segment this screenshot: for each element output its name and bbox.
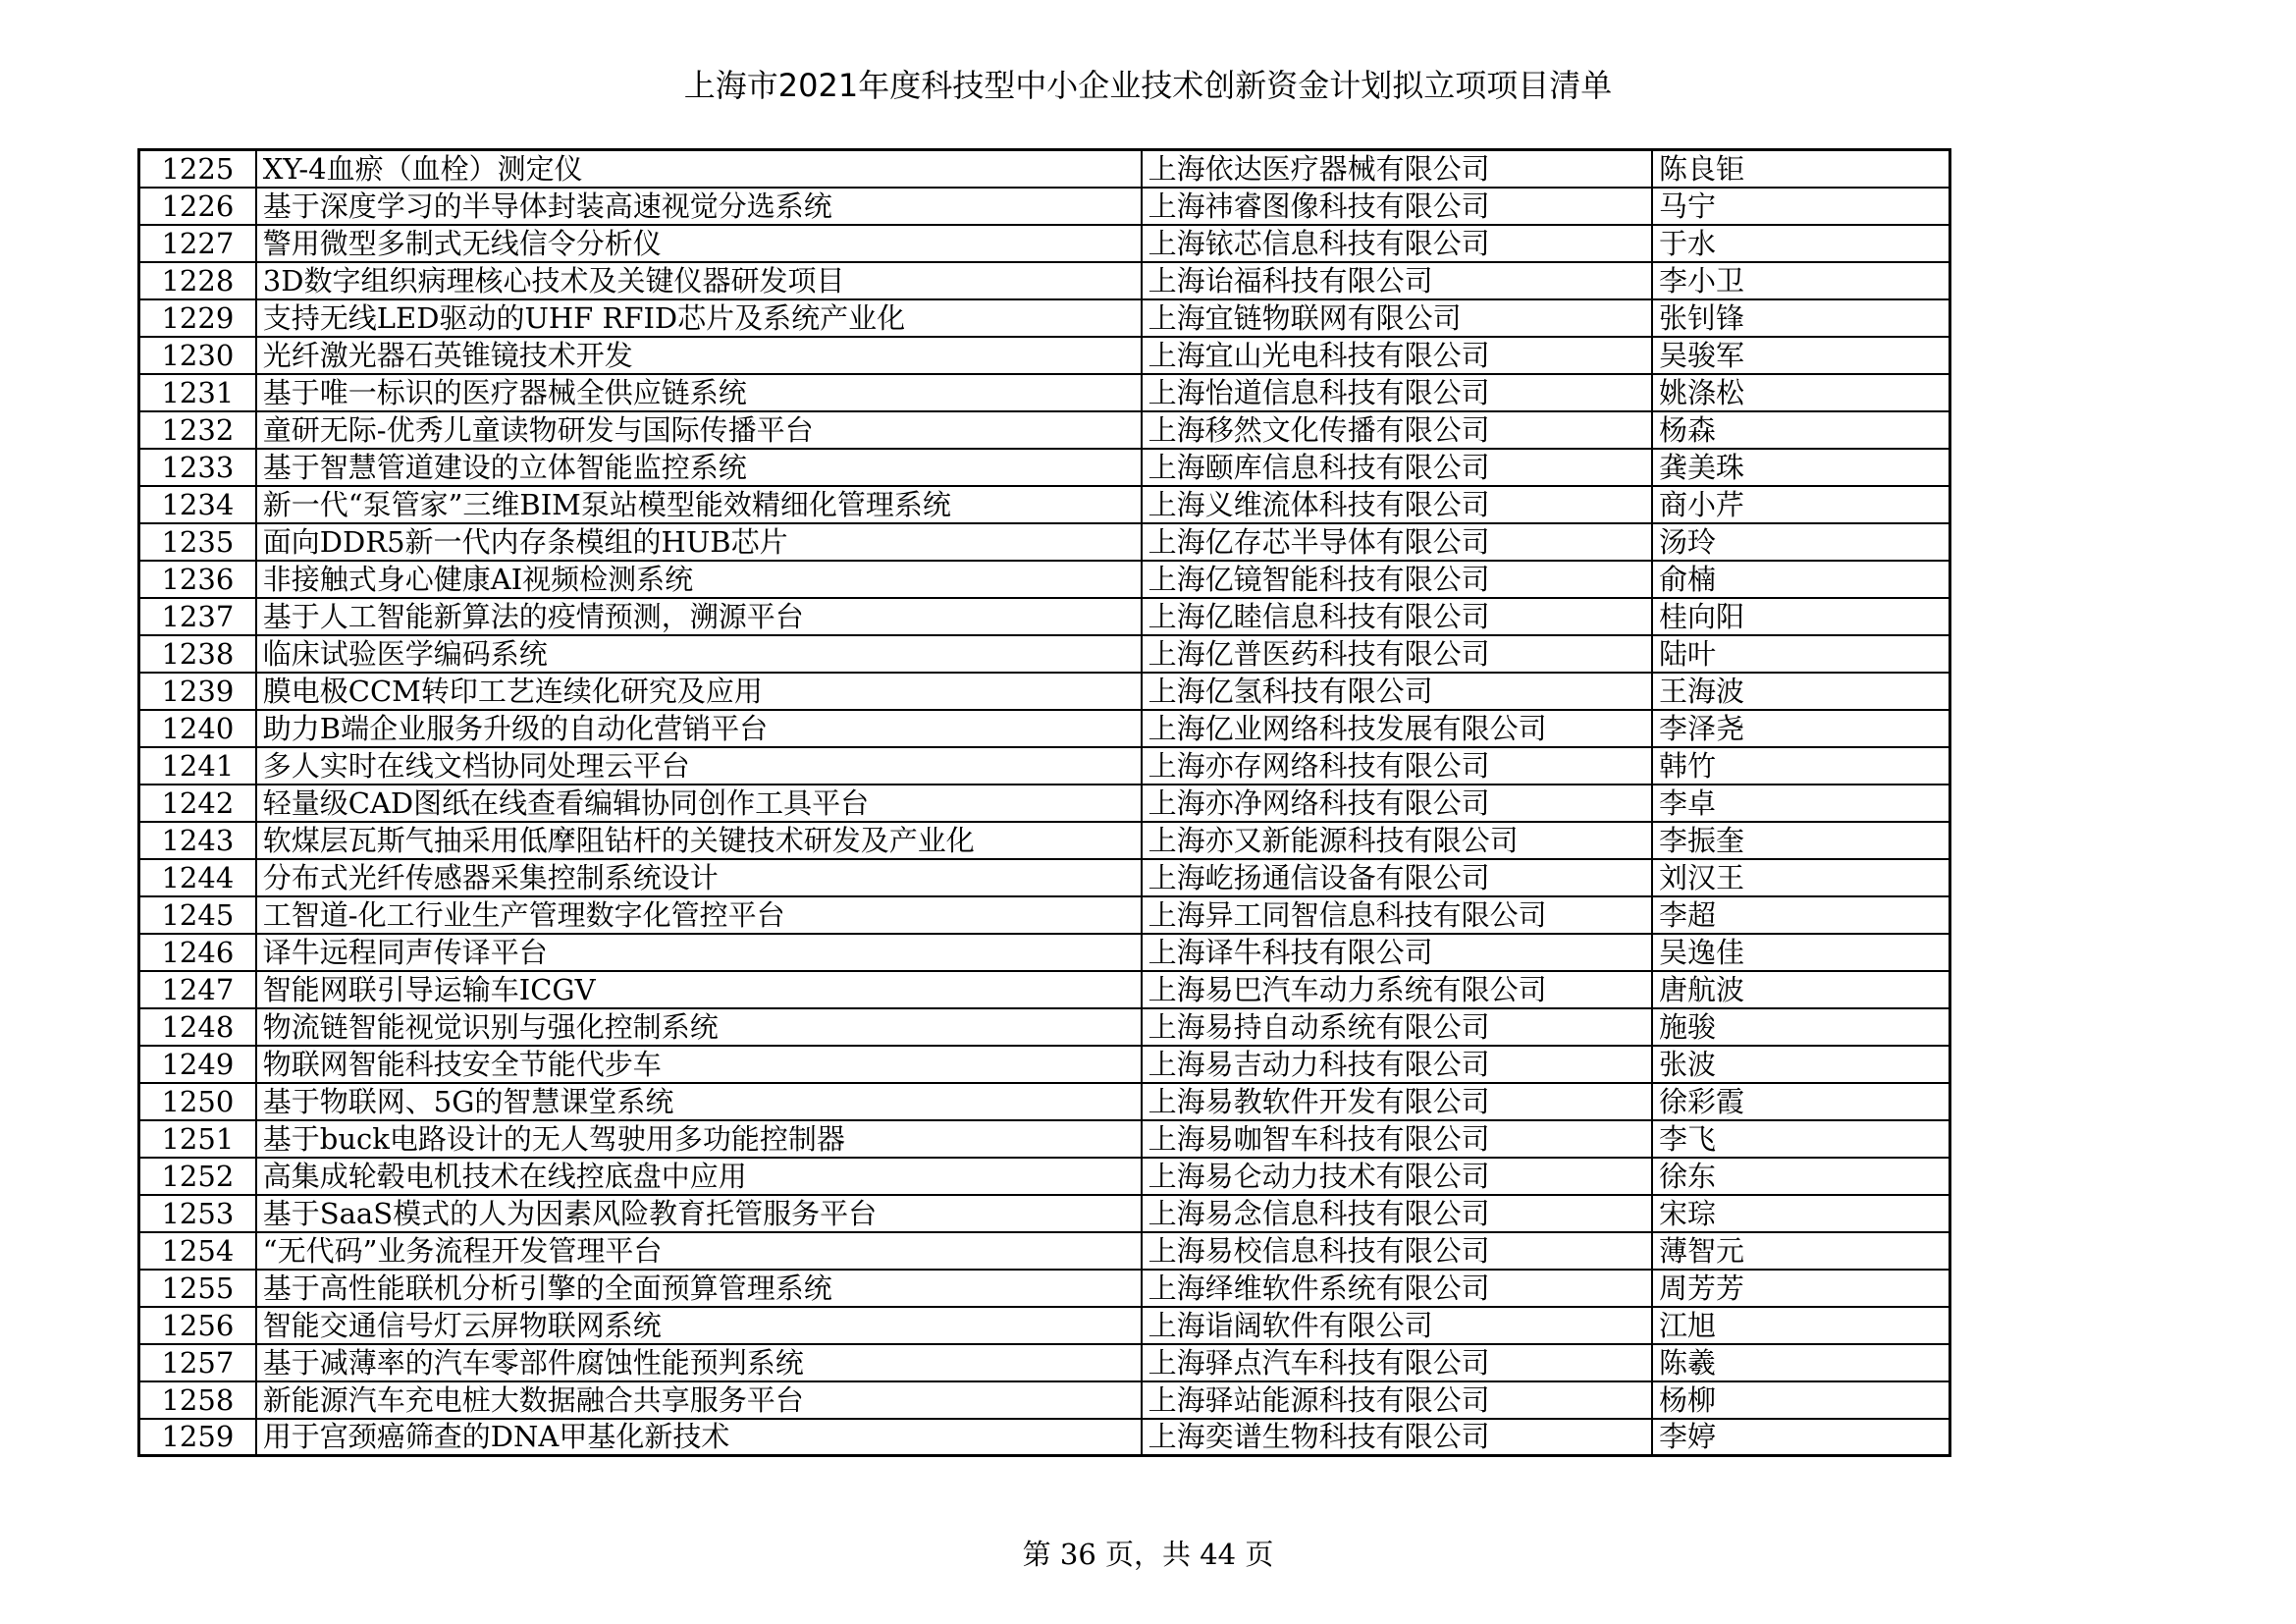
row-number: 1245: [139, 896, 256, 934]
project-leader: 商小芹: [1652, 486, 1950, 523]
table-row: [139, 1083, 1950, 1120]
project-name: XY-4血瘀（血栓）测定仪: [256, 150, 1142, 188]
table-row: [139, 1344, 1950, 1381]
project-leader: 李婷: [1652, 1419, 1950, 1456]
company-name: 上海依达医疗器械有限公司: [1142, 150, 1652, 188]
table-row: [139, 1046, 1950, 1083]
company-name: 上海奕谱生物科技有限公司: [1142, 1419, 1652, 1456]
row-number: 1247: [139, 971, 256, 1008]
project-leader: 薄智元: [1652, 1232, 1950, 1270]
company-name: 上海移然文化传播有限公司: [1142, 411, 1652, 449]
project-name: 软煤层瓦斯气抽采用低摩阻钻杆的关键技术研发及产业化: [256, 822, 1142, 859]
table-row: [139, 598, 1950, 635]
project-leader: 桂向阳: [1652, 598, 1950, 635]
table-row: [139, 150, 1950, 188]
project-leader: 王海波: [1652, 673, 1950, 710]
row-number: 1251: [139, 1120, 256, 1158]
project-name: 基于减薄率的汽车零部件腐蚀性能预判系统: [256, 1344, 1142, 1381]
row-number: 1254: [139, 1232, 256, 1270]
row-number: 1258: [139, 1381, 256, 1419]
project-leader: 俞楠: [1652, 561, 1950, 598]
table-row: [139, 337, 1950, 374]
company-name: 上海易教软件开发有限公司: [1142, 1083, 1652, 1120]
row-number: 1246: [139, 934, 256, 971]
project-name: “无代码”业务流程开发管理平台: [256, 1232, 1142, 1270]
project-name: 新能源汽车充电桩大数据融合共享服务平台: [256, 1381, 1142, 1419]
project-name: 非接触式身心健康AI视频检测系统: [256, 561, 1142, 598]
project-name: 基于高性能联机分析引擎的全面预算管理系统: [256, 1270, 1142, 1307]
company-name: 上海亿存芯半导体有限公司: [1142, 523, 1652, 561]
company-name: 上海亿普医药科技有限公司: [1142, 635, 1652, 673]
company-name: 上海译牛科技有限公司: [1142, 934, 1652, 971]
project-name: 译牛远程同声传译平台: [256, 934, 1142, 971]
row-number: 1229: [139, 299, 256, 337]
project-leader: 宋琮: [1652, 1195, 1950, 1232]
project-table: [137, 148, 1951, 1457]
row-number: 1253: [139, 1195, 256, 1232]
project-name: 新一代“泵管家”三维BIM泵站模型能效精细化管理系统: [256, 486, 1142, 523]
company-name: 上海异工同智信息科技有限公司: [1142, 896, 1652, 934]
project-name: 基于唯一标识的医疗器械全供应链系统: [256, 374, 1142, 411]
page-footer: 第 36 页，共 44 页: [1022, 1538, 1274, 1571]
row-number: 1234: [139, 486, 256, 523]
project-leader: 施骏: [1652, 1008, 1950, 1046]
company-name: 上海绎维软件系统有限公司: [1142, 1270, 1652, 1307]
company-name: 上海易咖智车科技有限公司: [1142, 1120, 1652, 1158]
table-row: [139, 523, 1950, 561]
company-name: 上海亦存网络科技有限公司: [1142, 747, 1652, 785]
project-leader: 刘汉王: [1652, 859, 1950, 896]
company-name: 上海亿睦信息科技有限公司: [1142, 598, 1652, 635]
row-number: 1252: [139, 1158, 256, 1195]
project-leader: 江旭: [1652, 1307, 1950, 1344]
project-leader: 李泽尧: [1652, 710, 1950, 747]
company-name: 上海驿站能源科技有限公司: [1142, 1381, 1652, 1419]
project-name: 基于深度学习的半导体封装高速视觉分选系统: [256, 188, 1142, 225]
project-name: 助力B端企业服务升级的自动化营销平台: [256, 710, 1142, 747]
project-name: 分布式光纤传感器采集控制系统设计: [256, 859, 1142, 896]
project-leader: 杨森: [1652, 411, 1950, 449]
row-number: 1228: [139, 262, 256, 299]
row-number: 1249: [139, 1046, 256, 1083]
table-row: [139, 1195, 1950, 1232]
table-row: [139, 785, 1950, 822]
table-row: [139, 449, 1950, 486]
project-name: 基于SaaS模式的人为因素风险教育托管服务平台: [256, 1195, 1142, 1232]
row-number: 1248: [139, 1008, 256, 1046]
table-row: [139, 262, 1950, 299]
project-name: 用于宫颈癌筛查的DNA甲基化新技术: [256, 1419, 1142, 1456]
project-name: 工智道-化工行业生产管理数字化管控平台: [256, 896, 1142, 934]
table-row: [139, 1120, 1950, 1158]
project-name: 基于物联网、5G的智慧课堂系统: [256, 1083, 1142, 1120]
project-leader: 汤玲: [1652, 523, 1950, 561]
table-row: [139, 934, 1950, 971]
table-row: [139, 299, 1950, 337]
table-row: [139, 225, 1950, 262]
row-number: 1238: [139, 635, 256, 673]
page-title: 上海市2021年度科技型中小企业技术创新资金计划拟立项项目清单: [683, 67, 1613, 104]
company-name: 上海宜山光电科技有限公司: [1142, 337, 1652, 374]
project-leader: 李飞: [1652, 1120, 1950, 1158]
project-leader: 陈良钜: [1652, 150, 1950, 188]
row-number: 1242: [139, 785, 256, 822]
company-name: 上海诣阔软件有限公司: [1142, 1307, 1652, 1344]
table-row: [139, 1381, 1950, 1419]
table-row: [139, 896, 1950, 934]
row-number: 1231: [139, 374, 256, 411]
project-name: 轻量级CAD图纸在线查看编辑协同创作工具平台: [256, 785, 1142, 822]
project-leader: 吴逸佳: [1652, 934, 1950, 971]
row-number: 1259: [139, 1419, 256, 1456]
row-number: 1233: [139, 449, 256, 486]
company-name: 上海亿氢科技有限公司: [1142, 673, 1652, 710]
project-leader: 陈羲: [1652, 1344, 1950, 1381]
project-leader: 张波: [1652, 1046, 1950, 1083]
table-row: [139, 710, 1950, 747]
company-name: 上海怡道信息科技有限公司: [1142, 374, 1652, 411]
project-name: 智能网联引导运输车ICGV: [256, 971, 1142, 1008]
row-number: 1237: [139, 598, 256, 635]
table-row: [139, 1419, 1950, 1456]
project-name: 基于人工智能新算法的疫情预测，溯源平台: [256, 598, 1142, 635]
project-name: 童研无际-优秀儿童读物研发与国际传播平台: [256, 411, 1142, 449]
company-name: 上海颐库信息科技有限公司: [1142, 449, 1652, 486]
row-number: 1232: [139, 411, 256, 449]
table-row: [139, 411, 1950, 449]
project-name: 警用微型多制式无线信令分析仪: [256, 225, 1142, 262]
row-number: 1236: [139, 561, 256, 598]
row-number: 1243: [139, 822, 256, 859]
project-leader: 杨柳: [1652, 1381, 1950, 1419]
row-number: 1241: [139, 747, 256, 785]
table-row: [139, 374, 1950, 411]
project-leader: 李超: [1652, 896, 1950, 934]
company-name: 上海易仑动力技术有限公司: [1142, 1158, 1652, 1195]
company-name: 上海亦净网络科技有限公司: [1142, 785, 1652, 822]
row-number: 1244: [139, 859, 256, 896]
project-name: 膜电极CCM转印工艺连续化研究及应用: [256, 673, 1142, 710]
table-row: [139, 1008, 1950, 1046]
row-number: 1227: [139, 225, 256, 262]
company-name: 上海铱芯信息科技有限公司: [1142, 225, 1652, 262]
project-leader: 陆叶: [1652, 635, 1950, 673]
company-name: 上海亿业网络科技发展有限公司: [1142, 710, 1652, 747]
table-body: [139, 150, 1950, 1456]
project-name: 基于buck电路设计的无人驾驶用多功能控制器: [256, 1120, 1142, 1158]
project-leader: 李振奎: [1652, 822, 1950, 859]
table-row: [139, 1307, 1950, 1344]
table-row: [139, 747, 1950, 785]
company-name: 上海亿镜智能科技有限公司: [1142, 561, 1652, 598]
table-row: [139, 1232, 1950, 1270]
table-row: [139, 822, 1950, 859]
project-leader: 于水: [1652, 225, 1950, 262]
project-name: 物联网智能科技安全节能代步车: [256, 1046, 1142, 1083]
project-leader: 李卓: [1652, 785, 1950, 822]
project-leader: 唐航波: [1652, 971, 1950, 1008]
project-name: 基于智慧管道建设的立体智能监控系统: [256, 449, 1142, 486]
company-name: 上海宜链物联网有限公司: [1142, 299, 1652, 337]
project-leader: 周芳芳: [1652, 1270, 1950, 1307]
row-number: 1239: [139, 673, 256, 710]
row-number: 1230: [139, 337, 256, 374]
project-name: 光纤激光器石英锥镜技术开发: [256, 337, 1142, 374]
row-number: 1255: [139, 1270, 256, 1307]
table-row: [139, 1270, 1950, 1307]
table-row: [139, 486, 1950, 523]
project-name: 多人实时在线文档协同处理云平台: [256, 747, 1142, 785]
table-row: [139, 971, 1950, 1008]
company-name: 上海易巴汽车动力系统有限公司: [1142, 971, 1652, 1008]
company-name: 上海屹扬通信设备有限公司: [1142, 859, 1652, 896]
table-row: [139, 561, 1950, 598]
row-number: 1240: [139, 710, 256, 747]
row-number: 1235: [139, 523, 256, 561]
project-name: 临床试验医学编码系统: [256, 635, 1142, 673]
project-name: 3D数字组织病理核心技术及关键仪器研发项目: [256, 262, 1142, 299]
project-name: 支持无线LED驱动的UHF RFID芯片及系统产业化: [256, 299, 1142, 337]
project-leader: 吴骏军: [1652, 337, 1950, 374]
project-leader: 韩竹: [1652, 747, 1950, 785]
company-name: 上海亦又新能源科技有限公司: [1142, 822, 1652, 859]
project-leader: 徐东: [1652, 1158, 1950, 1195]
project-name: 物流链智能视觉识别与强化控制系统: [256, 1008, 1142, 1046]
project-leader: 张钊锋: [1652, 299, 1950, 337]
project-leader: 李小卫: [1652, 262, 1950, 299]
company-name: 上海易念信息科技有限公司: [1142, 1195, 1652, 1232]
project-leader: 龚美珠: [1652, 449, 1950, 486]
table-row: [139, 635, 1950, 673]
company-name: 上海义维流体科技有限公司: [1142, 486, 1652, 523]
row-number: 1226: [139, 188, 256, 225]
project-name: 高集成轮毂电机技术在线控底盘中应用: [256, 1158, 1142, 1195]
row-number: 1256: [139, 1307, 256, 1344]
project-leader: 姚涤松: [1652, 374, 1950, 411]
company-name: 上海诒福科技有限公司: [1142, 262, 1652, 299]
table-row: [139, 673, 1950, 710]
company-name: 上海易吉动力科技有限公司: [1142, 1046, 1652, 1083]
company-name: 上海祎睿图像科技有限公司: [1142, 188, 1652, 225]
row-number: 1225: [139, 150, 256, 188]
row-number: 1250: [139, 1083, 256, 1120]
company-name: 上海驿点汽车科技有限公司: [1142, 1344, 1652, 1381]
table-row: [139, 859, 1950, 896]
row-number: 1257: [139, 1344, 256, 1381]
table-row: [139, 1158, 1950, 1195]
project-name: 面向DDR5新一代内存条模组的HUB芯片: [256, 523, 1142, 561]
company-name: 上海易持自动系统有限公司: [1142, 1008, 1652, 1046]
project-leader: 马宁: [1652, 188, 1950, 225]
table-row: [139, 188, 1950, 225]
project-leader: 徐彩霞: [1652, 1083, 1950, 1120]
project-name: 智能交通信号灯云屏物联网系统: [256, 1307, 1142, 1344]
company-name: 上海易校信息科技有限公司: [1142, 1232, 1652, 1270]
